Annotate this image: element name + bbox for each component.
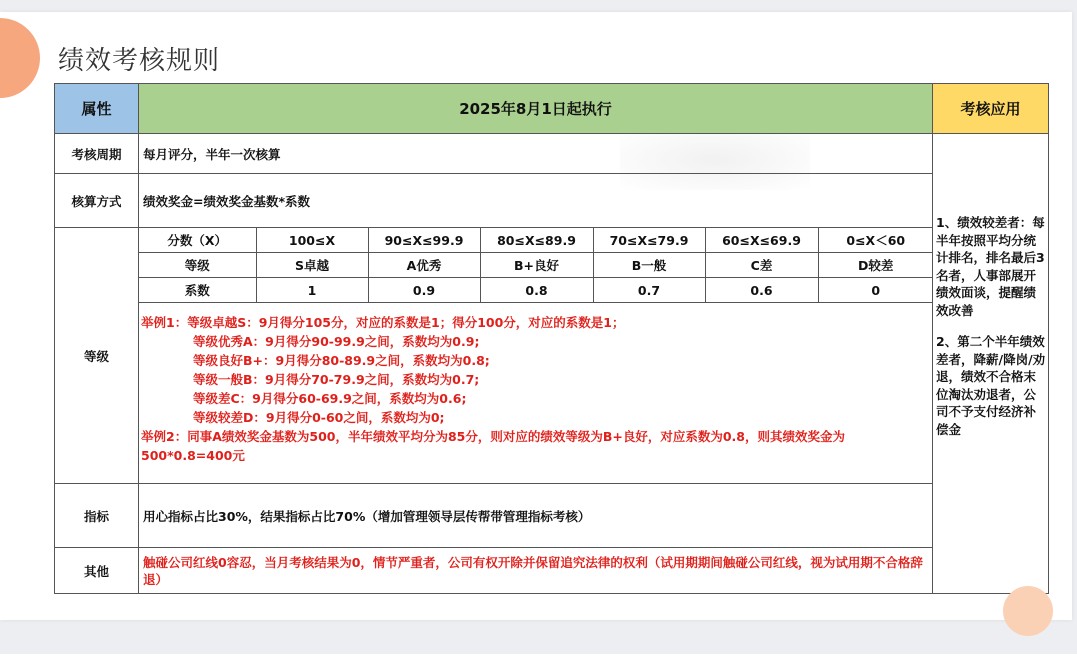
score-range: 100≤X: [256, 228, 368, 253]
label-other: 其他: [55, 548, 139, 594]
grade-level: A优秀: [368, 253, 480, 278]
grade-level: B一般: [593, 253, 705, 278]
grade-examples: [139, 303, 932, 473]
grade-level: B+良好: [480, 253, 593, 278]
example-line: 等级良好B+：9月得分80-89.9之间，系数均为0.8;: [193, 353, 490, 368]
next-slide-edge: [0, 654, 1077, 672]
score-range: 90≤X≤99.9: [368, 228, 480, 253]
grade-coefficient: 0.9: [368, 278, 480, 303]
grade-cell: [139, 228, 933, 484]
value-other: 触碰公司红线0容忍，当月考核结果为0，情节严重者，公司有权开除并保留追究法律的权利（试用期期间触碰公司红线，视为试用期不合格辞退）: [139, 548, 933, 594]
header-effective-date: 2025年8月1日起执行: [139, 84, 933, 134]
example-line: 等级较差D：9月得分0-60之间，系数均为0;: [193, 410, 445, 425]
grade-coefficient: 1: [256, 278, 368, 303]
application-cell: [933, 134, 1049, 594]
decor-circle: [1003, 586, 1053, 636]
score-range: 0≤X＜60: [818, 228, 933, 253]
label-indicator: 指标: [55, 484, 139, 548]
application-item: 1、绩效较差者：每半年按照平均分统计排名，排名最后3名者，人事部展开绩效面谈，提醒绩效改善: [936, 215, 1045, 318]
example-line: 举例1：等级卓越S：9月得分105分，对应的系数是1；得分100分，对应的系数是1；: [141, 315, 625, 330]
grade-coefficient: 0: [818, 278, 933, 303]
page-title: 绩效考核规则: [58, 46, 221, 76]
rules-table: [54, 83, 1049, 594]
grade-row-level: [139, 253, 933, 278]
score-range: 60≤X≤69.9: [705, 228, 818, 253]
grade-coefficient: 0.8: [480, 278, 593, 303]
grade-row-score: [139, 228, 933, 253]
label-grade: 等级: [55, 228, 139, 484]
grade-level: D较差: [818, 253, 933, 278]
value-cycle: 每月评分，半年一次核算: [139, 134, 933, 174]
grade-coefficient: 0.6: [705, 278, 818, 303]
grade-row-label: 系数: [139, 278, 256, 303]
value-method: 绩效奖金=绩效奖金基数*系数: [139, 174, 933, 228]
score-range: 80≤X≤89.9: [480, 228, 593, 253]
example-line: 等级优秀A：9月得分90-99.9之间，系数均为0.9;: [193, 334, 480, 349]
grade-row-label: 分数（X）: [139, 228, 256, 253]
grade-row-coefficient: [139, 278, 933, 303]
grade-row-label: 等级: [139, 253, 256, 278]
header-attribute: 属性: [55, 84, 139, 134]
grade-level: C差: [705, 253, 818, 278]
label-cycle: 考核周期: [55, 134, 139, 174]
example-line: 等级差C：9月得分60-69.9之间，系数均为0.6;: [193, 391, 467, 406]
example-line: 举例2：同事A绩效奖金基数为500，半年绩效平均分为85分，则对应的绩效等级为B+良好，对应系数为0.8，则其绩效奖金为500*0.8=400元: [141, 429, 846, 463]
grade-coefficient: 0.7: [593, 278, 705, 303]
header-application: 考核应用: [933, 84, 1049, 134]
score-range: 70≤X≤79.9: [593, 228, 705, 253]
grade-level: S卓越: [256, 253, 368, 278]
application-item: 2、第二个半年绩效差者，降薪/降岗/劝退，绩效不合格末位淘汰劝退者，公司不予支付经济补偿金: [936, 334, 1046, 437]
label-method: 核算方式: [55, 174, 139, 228]
value-indicator: 用心指标占比30%，结果指标占比70%（增加管理领导层传帮带管理指标考核）: [139, 484, 933, 548]
grade-table: [139, 228, 933, 303]
example-line: 等级一般B：9月得分70-79.9之间，系数均为0.7;: [193, 372, 480, 387]
